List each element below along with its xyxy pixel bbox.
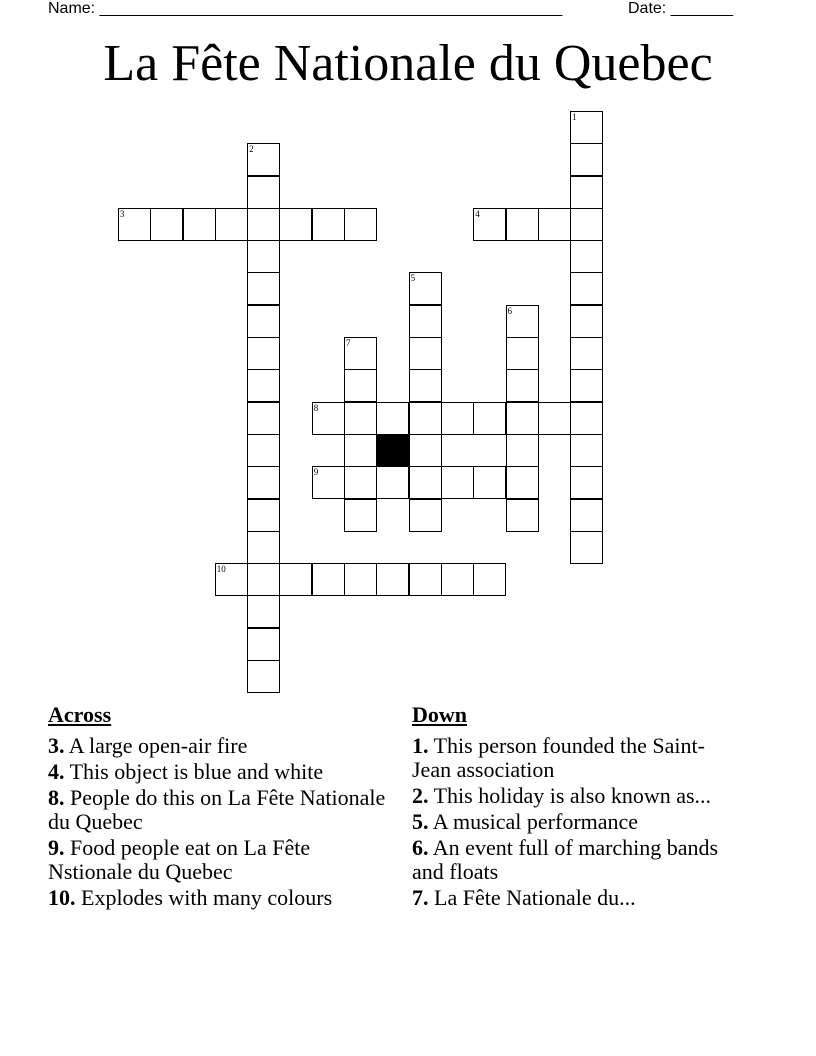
crossword-cell[interactable]: [344, 563, 377, 596]
clue-number: 9.: [48, 835, 65, 860]
crossword-cell[interactable]: [506, 369, 539, 402]
crossword-cell[interactable]: [473, 563, 506, 596]
crossword-cell[interactable]: [409, 434, 442, 467]
crossword-cell[interactable]: [344, 434, 377, 467]
crossword-cell[interactable]: [506, 466, 539, 499]
crossword-cell[interactable]: [312, 563, 345, 596]
crossword-cell[interactable]: [570, 337, 603, 370]
clue-text: This holiday is also known as...: [433, 783, 712, 808]
crossword-cell[interactable]: [473, 402, 506, 435]
crossword-cell[interactable]: [538, 208, 571, 241]
clue-text: This object is blue and white: [69, 759, 324, 784]
clue-across-9: [48, 836, 398, 884]
crossword-cell[interactable]: [538, 402, 571, 435]
crossword-cell[interactable]: [570, 305, 603, 338]
cell-number: 7: [346, 338, 351, 348]
crossword-cell[interactable]: [506, 305, 539, 338]
crossword-cell[interactable]: [183, 208, 216, 241]
crossword-cell[interactable]: [376, 563, 409, 596]
cell-number: 10: [216, 564, 226, 575]
clue-text: An event full of marching bands and floats: [412, 835, 719, 884]
crossword-cell[interactable]: [409, 305, 442, 338]
cell-number: 9: [313, 467, 319, 478]
clue-number: 1.: [412, 733, 429, 758]
crossword-cell[interactable]: [409, 402, 442, 435]
crossword-cell[interactable]: [409, 466, 442, 499]
crossword-cell[interactable]: [506, 402, 539, 435]
crossword-cell[interactable]: [570, 531, 603, 564]
crossword-cell[interactable]: [247, 563, 280, 596]
page-title: La Fête Nationale du Quebec: [103, 35, 713, 92]
cell-number: 3: [119, 208, 125, 219]
cell-number: 5: [410, 273, 416, 284]
clue-number: 2.: [412, 783, 429, 808]
clue-across-10: [48, 886, 398, 910]
crossword-cell[interactable]: [344, 402, 377, 435]
crossword-cell[interactable]: [570, 143, 603, 176]
clue-number: 5.: [412, 809, 429, 834]
crossword-cell[interactable]: [247, 434, 280, 467]
crossword-cell[interactable]: [409, 272, 442, 305]
crossword-cell[interactable]: [376, 402, 409, 435]
clue-text: Food people eat on La Fête Nstionale du Quebec: [48, 835, 311, 884]
date-field-label[interactable]: Date: _______: [628, 0, 733, 17]
cell-number: 2: [249, 144, 254, 155]
crossword-cell[interactable]: [247, 337, 280, 370]
crossword-cell[interactable]: [247, 369, 280, 402]
crossword-cell[interactable]: [409, 369, 442, 402]
crossword-cell[interactable]: [344, 369, 377, 402]
down-heading: Down: [412, 702, 468, 727]
crossword-cell[interactable]: [344, 337, 377, 370]
crossword-cell[interactable]: [409, 563, 442, 596]
clue-across-8: [48, 786, 398, 834]
cell-number: 8: [313, 402, 319, 413]
crossword-cell[interactable]: [247, 499, 280, 532]
crossword-cell[interactable]: [312, 208, 345, 241]
crossword-cell[interactable]: [473, 466, 506, 499]
crossword-cell[interactable]: [506, 337, 539, 370]
crossword-cell[interactable]: [570, 111, 603, 144]
crossword-cell[interactable]: [570, 369, 603, 402]
crossword-cell[interactable]: [247, 628, 280, 661]
crossword-cell[interactable]: [215, 563, 248, 596]
crossword-cell[interactable]: [279, 563, 312, 596]
crossword-cell[interactable]: [344, 208, 377, 241]
crossword-cell[interactable]: [506, 499, 539, 532]
clue-down-7: [412, 886, 742, 910]
crossword-cell[interactable]: [473, 208, 506, 241]
crossword-cell[interactable]: [441, 466, 474, 499]
crossword-cell[interactable]: [247, 466, 280, 499]
crossword-cell[interactable]: [247, 402, 280, 435]
crossword-cell[interactable]: [441, 402, 474, 435]
cell-number: 4: [475, 208, 480, 219]
clue-number: 8.: [48, 785, 65, 810]
crossword-cell[interactable]: [279, 208, 312, 241]
clue-down-5: [412, 810, 742, 834]
crossword-cell[interactable]: [247, 660, 280, 693]
clue-number: 7.: [412, 885, 429, 910]
crossword-cell[interactable]: [506, 434, 539, 467]
cell-number: 6: [507, 305, 512, 316]
crossword-cell[interactable]: [247, 272, 280, 305]
crossword-cell[interactable]: [344, 499, 377, 532]
crossword-cell[interactable]: [570, 434, 603, 467]
clue-down-6: [412, 836, 742, 884]
crossword-cell[interactable]: [506, 208, 539, 241]
clue-number: 6.: [412, 835, 429, 860]
crossword-black-cell: [376, 434, 409, 467]
name-field-label[interactable]: Name: ____________________________________________________: [48, 0, 563, 17]
crossword-cell[interactable]: [570, 176, 603, 209]
clue-text: La Fête Nationale du...: [434, 885, 636, 910]
clue-across-3: [48, 734, 398, 758]
clue-text: A large open-air fire: [68, 733, 248, 758]
clue-text: Explodes with many colours: [81, 885, 333, 910]
crossword-cell[interactable]: [344, 466, 377, 499]
clue-number: 3.: [48, 733, 65, 758]
crossword-cell[interactable]: [312, 466, 345, 499]
crossword-cell[interactable]: [409, 499, 442, 532]
crossword-cell[interactable]: [247, 531, 280, 564]
across-clues: [48, 700, 398, 912]
crossword-cell[interactable]: [247, 595, 280, 628]
clue-down-1: [412, 734, 742, 782]
crossword-cell[interactable]: [570, 402, 603, 435]
crossword-cell[interactable]: [247, 143, 280, 176]
crossword-cell[interactable]: [570, 208, 603, 241]
crossword-cell[interactable]: [312, 402, 345, 435]
clue-text: This person founded the Saint-Jean association: [412, 733, 705, 782]
crossword-cell[interactable]: [215, 208, 248, 241]
crossword-cell[interactable]: [376, 466, 409, 499]
clue-text: People do this on La Fête Nationale du Quebec: [48, 785, 386, 834]
crossword-cell[interactable]: [441, 563, 474, 596]
crossword-cell[interactable]: [409, 337, 442, 370]
crossword-cell[interactable]: [570, 466, 603, 499]
down-clues: [412, 700, 742, 912]
crossword-cell[interactable]: [118, 208, 151, 241]
crossword-cell[interactable]: [570, 240, 603, 273]
crossword-cell[interactable]: [247, 176, 280, 209]
clue-number: 4.: [48, 759, 65, 784]
clue-text: A musical performance: [432, 809, 639, 834]
crossword-cell[interactable]: [570, 272, 603, 305]
crossword-cell[interactable]: [570, 499, 603, 532]
cell-number: 1: [572, 111, 577, 122]
crossword-cell[interactable]: [150, 208, 183, 241]
clue-across-4: [48, 760, 398, 784]
crossword-cell[interactable]: [247, 305, 280, 338]
crossword-cell[interactable]: [247, 240, 280, 273]
crossword-cell[interactable]: [247, 208, 280, 241]
clue-number: 10.: [48, 885, 76, 910]
clue-down-2: [412, 784, 742, 808]
across-heading: Across: [48, 702, 112, 727]
